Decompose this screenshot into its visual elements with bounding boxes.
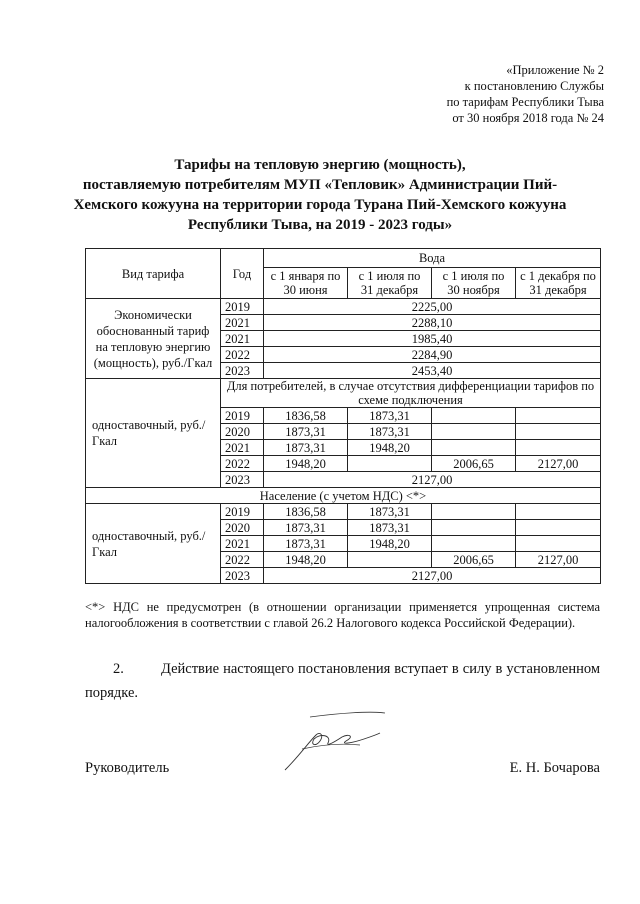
title-line: Республики Тыва, на 2019 - 2023 годы» <box>187 217 453 233</box>
value-cell: 2127,00 <box>516 456 601 472</box>
year-cell: 2021 <box>221 315 264 331</box>
value-cell: 2127,00 <box>516 552 601 568</box>
year-cell: 2023 <box>221 472 264 488</box>
empty-cell <box>432 408 516 424</box>
value-cell: 1873,31 <box>348 408 432 424</box>
year-cell: 2019 <box>221 299 264 315</box>
empty-cell <box>432 424 516 440</box>
year-cell: 2021 <box>221 331 264 347</box>
value-cell: 1836,58 <box>264 408 348 424</box>
header-period: с 1 июля по 31 декабря <box>348 268 432 299</box>
document-title <box>60 155 580 235</box>
appendix-line: от 30 ноября 2018 года № 24 <box>452 111 604 125</box>
section-caption: Население (с учетом НДС) <*> <box>86 488 601 504</box>
row-label: Экономически обоснованный тариф на тепловую энергию (мощность), руб./Гкал <box>86 299 221 379</box>
empty-cell <box>516 520 601 536</box>
empty-cell <box>432 504 516 520</box>
header-period: с 1 июля по 30 ноября <box>432 268 516 299</box>
value-cell: 1873,31 <box>264 536 348 552</box>
value-cell: 1873,31 <box>348 520 432 536</box>
value-cell: 1948,20 <box>348 536 432 552</box>
value-cell: 1873,31 <box>348 424 432 440</box>
value-cell: 1873,31 <box>348 504 432 520</box>
header-tariff-type: Вид тарифа <box>86 249 221 299</box>
header-water: Вода <box>264 249 601 268</box>
empty-cell <box>516 408 601 424</box>
empty-cell <box>348 456 432 472</box>
value-cell: 1873,31 <box>264 440 348 456</box>
empty-cell <box>432 536 516 552</box>
empty-cell <box>348 552 432 568</box>
empty-cell <box>516 440 601 456</box>
value-cell: 2284,90 <box>264 347 601 363</box>
header-period: с 1 января по 30 июня <box>264 268 348 299</box>
empty-cell <box>432 520 516 536</box>
signatory-name: Е. Н. Бочарова <box>509 760 600 776</box>
handwritten-signature <box>280 705 390 780</box>
footnote: <*> НДС не предусмотрен (в отношении организации применяется упрощенная система налогообложения в соответствии с главой 26.2 Налогового кодекса Российской Федерации). <box>85 600 600 630</box>
year-cell: 2022 <box>221 347 264 363</box>
value-cell: 1948,20 <box>348 440 432 456</box>
appendix-line: к постановлению Службы <box>464 79 604 93</box>
empty-cell <box>516 424 601 440</box>
year-cell: 2023 <box>221 363 264 379</box>
value-cell: 2006,65 <box>432 552 516 568</box>
section-caption: Для потребителей, в случае отсутствия дифференциации тарифов по схеме подключения <box>221 379 601 408</box>
clause-paragraph <box>85 657 600 705</box>
clause-number: 2. <box>113 661 124 677</box>
signatory-position: Руководитель <box>85 760 170 776</box>
year-cell: 2022 <box>221 456 264 472</box>
year-cell: 2019 <box>221 408 264 424</box>
value-cell: 2225,00 <box>264 299 601 315</box>
value-cell: 2127,00 <box>264 568 601 584</box>
value-cell: 1873,31 <box>264 520 348 536</box>
title-line: Хемского кожууна на территории города Турана Пий-Хемского кожууна <box>73 197 567 213</box>
value-cell: 1985,40 <box>264 331 601 347</box>
year-cell: 2019 <box>221 504 264 520</box>
year-cell: 2020 <box>221 424 264 440</box>
row-label: одноставочный, руб./Гкал <box>86 504 221 584</box>
tariff-table <box>85 248 601 584</box>
row-label: одноставочный, руб./Гкал <box>86 379 221 488</box>
clause-text: Действие настоящего постановления вступает в силу в установленном порядке. <box>85 661 600 701</box>
appendix-header <box>447 62 604 126</box>
value-cell: 2288,10 <box>264 315 601 331</box>
empty-cell <box>516 504 601 520</box>
value-cell: 2453,40 <box>264 363 601 379</box>
appendix-line: по тарифам Республики Тыва <box>446 95 604 109</box>
value-cell: 1836,58 <box>264 504 348 520</box>
year-cell: 2020 <box>221 520 264 536</box>
title-line: Тарифы на тепловую энергию (мощность), <box>174 157 466 173</box>
year-cell: 2021 <box>221 440 264 456</box>
value-cell: 2127,00 <box>264 472 601 488</box>
year-cell: 2022 <box>221 552 264 568</box>
value-cell: 1873,31 <box>264 424 348 440</box>
empty-cell <box>516 536 601 552</box>
year-cell: 2023 <box>221 568 264 584</box>
header-period: с 1 декабря по 31 декабря <box>516 268 601 299</box>
value-cell: 1948,20 <box>264 552 348 568</box>
value-cell: 2006,65 <box>432 456 516 472</box>
value-cell: 1948,20 <box>264 456 348 472</box>
appendix-line: «Приложение № 2 <box>506 63 604 77</box>
title-line: поставляемую потребителям МУП «Тепловик» Администрации Пий- <box>82 177 558 193</box>
empty-cell <box>432 440 516 456</box>
header-year: Год <box>221 249 264 299</box>
year-cell: 2021 <box>221 536 264 552</box>
